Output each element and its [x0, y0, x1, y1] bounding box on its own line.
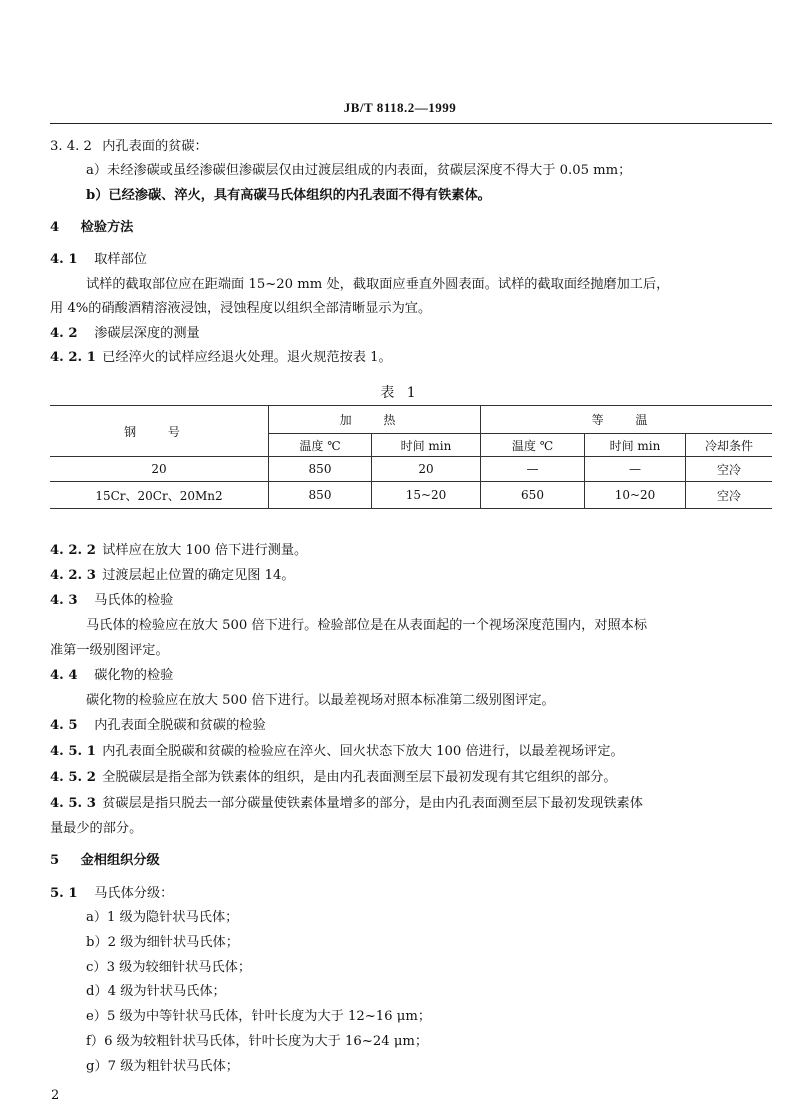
clause-4-4: 4. 4 碳化物的检验	[50, 668, 174, 683]
sub-temp-iso: 温度 ℃	[481, 434, 585, 457]
clause-4-2-3: 4. 2. 3 过渡层起止位置的确定见图 14。	[50, 568, 295, 583]
sub-cooling: 冷却条件	[686, 434, 773, 457]
header-rule	[50, 123, 772, 124]
sub-temp-heat: 温度 ℃	[269, 434, 372, 457]
clause-4-5-1: 4. 5. 1 内孔表面全脱碳和贫碳的检验应在淬火、回火状态下放大 100 倍进行，以最差视场评定。	[50, 744, 624, 759]
clause-4-1-para-line2: 用 4%的硝酸酒精溶液浸蚀，浸蚀程度以组织全部清晰显示为宜。	[50, 301, 432, 316]
col-steel-grade: 钢 号	[50, 406, 269, 457]
clause-4-3: 4. 3 马氏体的检验	[50, 593, 174, 608]
list-item: c）3 级为较细针状马氏体；	[86, 960, 252, 975]
list-item: b）2 级为细针状马氏体；	[86, 935, 239, 950]
col-heating: 加 热	[269, 406, 481, 434]
list-item: g）7 级为粗针状马氏体；	[86, 1059, 239, 1074]
list-item: f）6 级为较粗针状马氏体，针叶长度为大于 16~24 μm；	[86, 1034, 429, 1049]
col-isothermal: 等 温	[481, 406, 773, 434]
clause-4-5-3-line2: 量最少的部分。	[50, 821, 143, 836]
table-row: 20 850 20 — — 空冷	[50, 457, 772, 482]
clause-4-3-para-line1: 马氏体的检验应在放大 500 倍下进行。检验部位是在从表面起的一个视场深度范围内，对照本标	[86, 618, 648, 633]
table-caption: 表 1	[380, 385, 420, 401]
clause-3-4-2-b: b）已经渗碳、淬火，具有高碳马氏体组织的内孔表面不得有铁素体。	[86, 188, 491, 203]
standard-header: JB/T 8118.2—1999	[343, 100, 457, 115]
page-number: 2	[51, 1088, 60, 1103]
table-row: 15Cr、20Cr、20Mn2 850 15~20 650 10~20 空冷	[50, 482, 772, 509]
clause-5-1: 5. 1 马氏体分级：	[50, 886, 174, 901]
clause-4-2-2: 4. 2. 2 试样应在放大 100 倍下进行测量。	[50, 543, 308, 558]
clause-4-5: 4. 5 内孔表面全脱碳和贫碳的检验	[50, 718, 266, 733]
clause-4-4-para: 碳化物的检验应在放大 500 倍下进行。以最差视场对照本标准第二级别图评定。	[86, 693, 555, 708]
section-5: 5 金相组织分级	[50, 853, 160, 868]
clause-4-5-2: 4. 5. 2 全脱碳层是指全部为铁素体的组织，是由内孔表面测至层下最初发现有其它组织的部分。	[50, 770, 617, 785]
clause-4-2-1: 4. 2. 1 已经淬火的试样应经退火处理。退火规范按表 1。	[50, 350, 392, 365]
clause-4-3-para-line2: 准第一级别图评定。	[50, 643, 169, 658]
list-item: e）5 级为中等针状马氏体，针叶长度为大于 12~16 μm；	[86, 1009, 432, 1024]
clause-4-1-para-line1: 试样的截取部位应在距端面 15~20 mm 处，截取面应垂直外圆表面。试样的截取面经抛磨加工后，	[86, 277, 670, 292]
annealing-table	[50, 405, 772, 509]
list-item: d）4 级为针状马氏体；	[86, 984, 226, 999]
section-4: 4 检验方法	[50, 220, 134, 235]
clause-4-1: 4. 1 取样部位	[50, 252, 147, 267]
sub-time-iso: 时间 min	[585, 434, 686, 457]
clause-4-2: 4. 2 渗碳层深度的测量	[50, 326, 200, 341]
clause-4-5-3: 4. 5. 3 贫碳层是指只脱去一部分碳量使铁素体量增多的部分，是由内孔表面测至层下最初发现铁素体	[50, 796, 643, 811]
clause-3-4-2-a: a）未经渗碳或虽经渗碳但渗碳层仅由过渡层组成的内表面，贫碳层深度不得大于 0.05 mm；	[86, 163, 632, 178]
sub-time-heat: 时间 min	[372, 434, 481, 457]
list-item: a）1 级为隐针状马氏体；	[86, 910, 239, 925]
clause-3-4-2: 3. 4. 2 内孔表面的贫碳：	[50, 139, 208, 154]
